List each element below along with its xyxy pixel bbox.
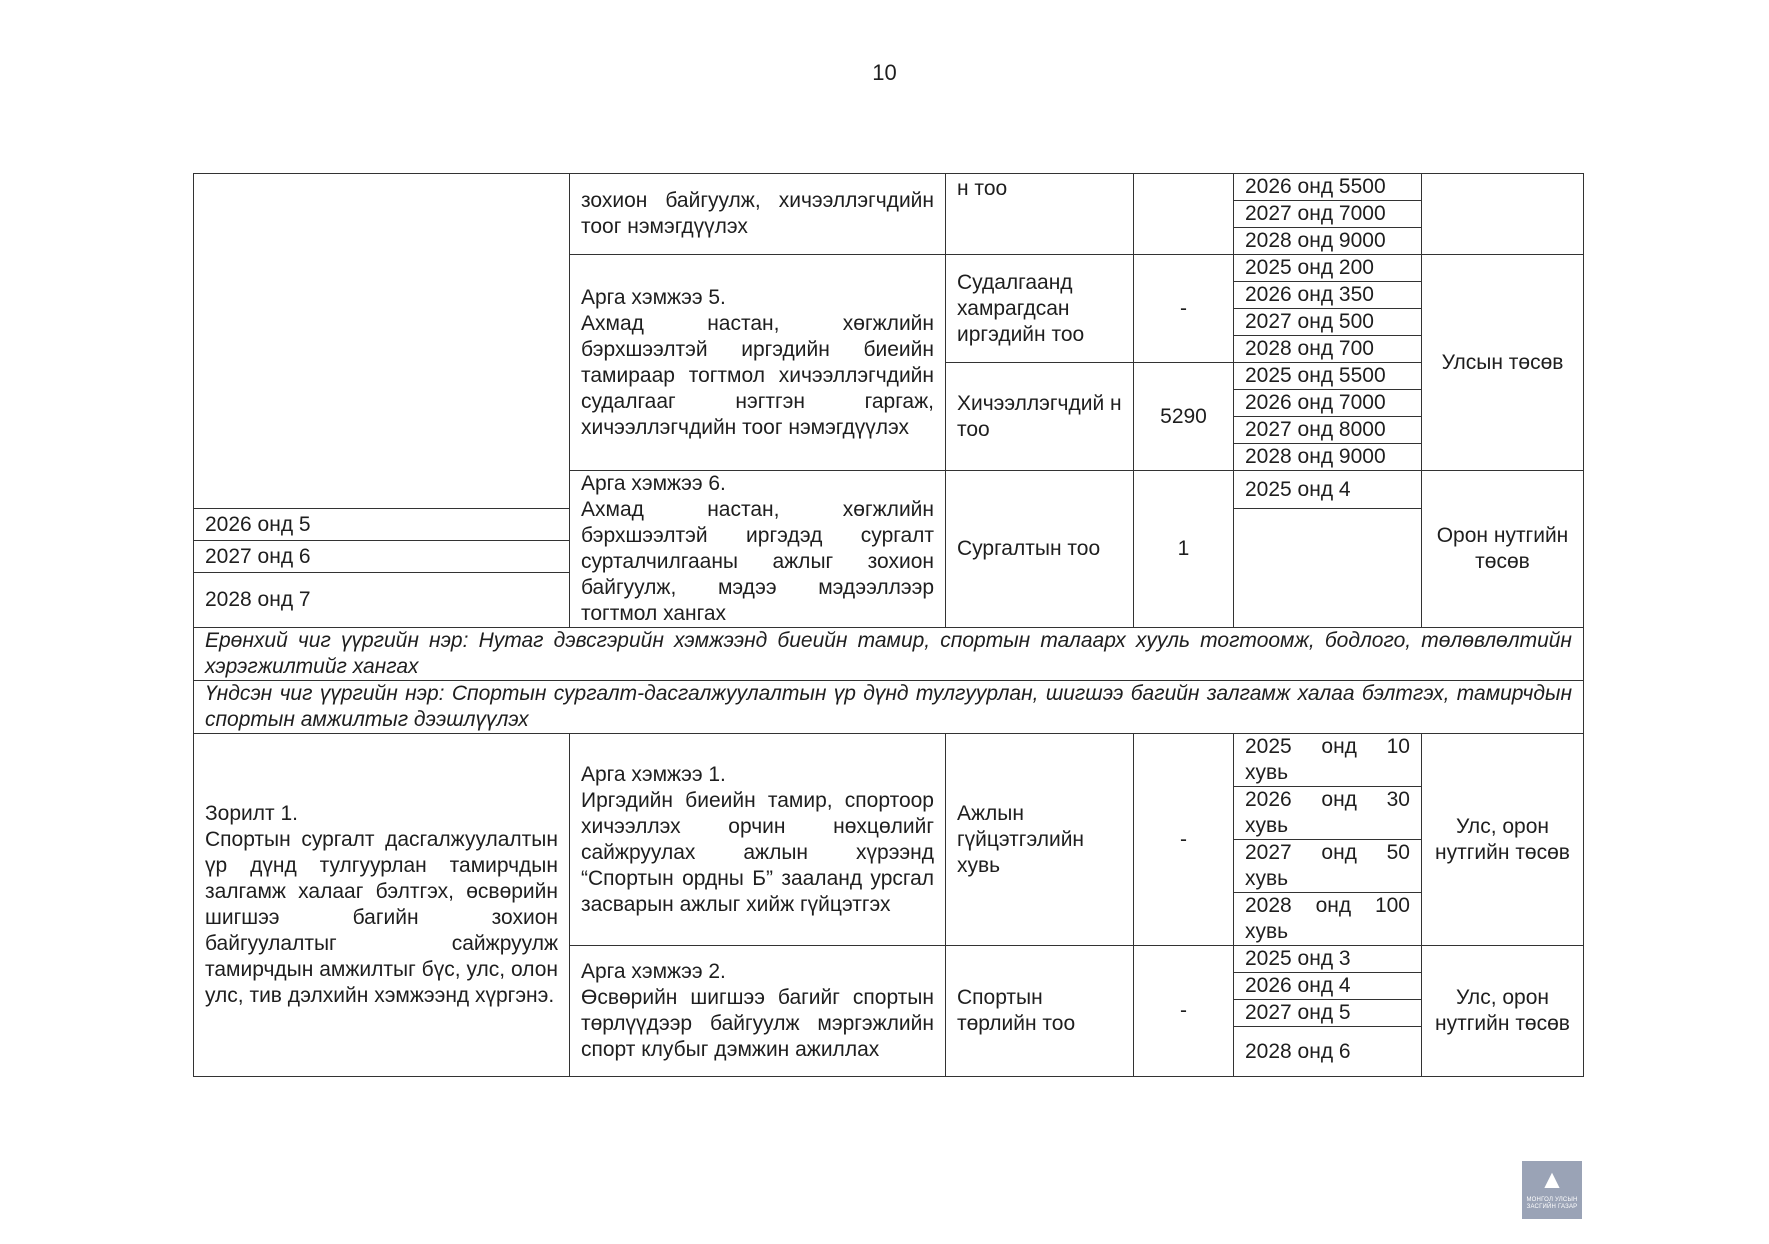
- target-cell: 2028 онд 9000: [1234, 444, 1422, 471]
- table-row: [194, 681, 1584, 734]
- emblem-caption: МОНГОЛ УЛСЫН: [1526, 1197, 1578, 1203]
- target-cell: 2028 онд 7: [194, 573, 570, 628]
- baseline-cell: -: [1134, 734, 1234, 946]
- target-cell: 2027 онд 5: [1234, 1000, 1422, 1027]
- target-cell: 2027 онд 6: [194, 541, 570, 573]
- funding-cell: Орон нутгийн төсөв: [1422, 471, 1584, 628]
- target-cell: 2027 онд 50 хувь: [1234, 840, 1422, 893]
- measure-text: Арга хэмжээ 1. Иргэдийн биеийн тамир, спортоор хичээллэх орчин нөхцөлийг сайжруулах ажлын хүрээнд “Спортын ордны Б” зааланд урсгал засварын ажлыг хийж гүйцэтгэх: [570, 734, 946, 946]
- measure-text: Арга хэмжээ 6. Ахмад настан, хөгжлийн бэрхшээлтэй иргэдэд сургалт сурталчилгааны ажлыг зохион байгуулж, мэдээ мэдээллээр тогтмол хангах: [570, 471, 946, 628]
- funding-cell: Улс, орон нутгийн төсөв: [1422, 734, 1584, 946]
- target-cell: 2028 онд 100 хувь: [1234, 893, 1422, 946]
- baseline-cell: [1134, 174, 1234, 255]
- funding-cell: [1422, 174, 1584, 255]
- indicator-cell: Сургалтын тоо: [946, 471, 1134, 628]
- target-cell: 2026 онд 30 хувь: [1234, 787, 1422, 840]
- action-plan-table: [193, 173, 1584, 1077]
- goal-cell-empty: [194, 174, 570, 509]
- measure-text: Арга хэмжээ 5. Ахмад настан, хөгжлийн бэрхшээлтэй иргэдийн биеийн тамираар тогтмол хичээллэгчдийн судалгааг нэгтгэн гаргаж, хичээллэгчдийн тоог нэмэгдүүлэх: [570, 255, 946, 471]
- target-cell: 2027 онд 7000: [1234, 201, 1422, 228]
- general-direction-banner: Ерөнхий чиг үүргийн нэр: Нутаг дэвсгэрийн хэмжээнд биеийн тамир, спортын талаарх хууль тогтоомж, бодлого, төлөвлөлтийн хэрэгжилтийг хангах: [194, 628, 1584, 681]
- indicator-cell: Хичээллэгчдий н тоо: [946, 363, 1134, 471]
- funding-cell: Улсын төсөв: [1422, 255, 1584, 471]
- soyombo-icon: ▲: [1539, 1164, 1565, 1194]
- baseline-cell: 5290: [1134, 363, 1234, 471]
- emblem-logo: [1522, 1161, 1582, 1219]
- funding-cell: Улс, орон нутгийн төсөв: [1422, 946, 1584, 1077]
- target-cell: 2025 онд 5500: [1234, 363, 1422, 390]
- target-cell: 2026 онд 5500: [1234, 174, 1422, 201]
- target-cell: 2026 онд 5: [194, 509, 570, 541]
- baseline-cell: -: [1134, 946, 1234, 1077]
- measure-text: зохион байгуулж, хичээллэгчдийн тоог нэмэгдүүлэх: [570, 174, 946, 255]
- indicator-cell: Спортын төрлийн тоо: [946, 946, 1134, 1077]
- table-row: [194, 174, 1584, 201]
- indicator-cell: Судалгаанд хамрагдсан иргэдийн тоо: [946, 255, 1134, 363]
- target-cell: 2028 онд 6: [1234, 1027, 1422, 1077]
- target-cell: 2025 онд 200: [1234, 255, 1422, 282]
- table-row: [194, 734, 1584, 787]
- baseline-cell: 1: [1134, 471, 1234, 628]
- target-cell: 2028 онд 9000: [1234, 228, 1422, 255]
- target-cell: 2025 онд 4: [1234, 471, 1422, 509]
- indicator-cell: н тоо: [946, 174, 1134, 255]
- indicator-cell: Ажлын гүйцэтгэлийн хувь: [946, 734, 1134, 946]
- target-cell: 2026 онд 350: [1234, 282, 1422, 309]
- target-cell: 2026 онд 7000: [1234, 390, 1422, 417]
- measure-text: Арга хэмжээ 2. Өсвөрийн шигшээ багийг спортын төрлүүдээр байгуулж мэргэжлийн спорт клубыг дэмжин ажиллах: [570, 946, 946, 1077]
- target-cell: 2027 онд 500: [1234, 309, 1422, 336]
- target-cell: 2026 онд 4: [1234, 973, 1422, 1000]
- main-direction-banner: Үндсэн чиг үүргийн нэр: Спортын сургалт-дасгалжуулалтын үр дүнд тулгуурлан, шигшээ багийн залгамж халаа бэлтгэх, тамирчдын спортын амжилтыг дээшлүүлэх: [194, 681, 1584, 734]
- target-cell: 2028 онд 700: [1234, 336, 1422, 363]
- page-number: 10: [872, 60, 897, 85]
- target-cell: 2027 онд 8000: [1234, 417, 1422, 444]
- emblem-caption: ЗАСГИЙН ГАЗАР: [1526, 1204, 1578, 1210]
- baseline-cell: -: [1134, 255, 1234, 363]
- table-row: [194, 628, 1584, 681]
- target-cell: 2025 онд 10 хувь: [1234, 734, 1422, 787]
- goal-text: Зорилт 1. Спортын сургалт дасгалжуулалтын үр дүнд тулгуурлан тамирчдын залгамж халааг бэлтгэх, өсвөрийн шигшээ багийн зохион байгуулалтыг сайжруулж тамирчдын амжилтыг бүс, улс, олон улс, тив дэлхийн хэмжээнд хүргэнэ.: [194, 734, 570, 1077]
- target-cell: 2025 онд 3: [1234, 946, 1422, 973]
